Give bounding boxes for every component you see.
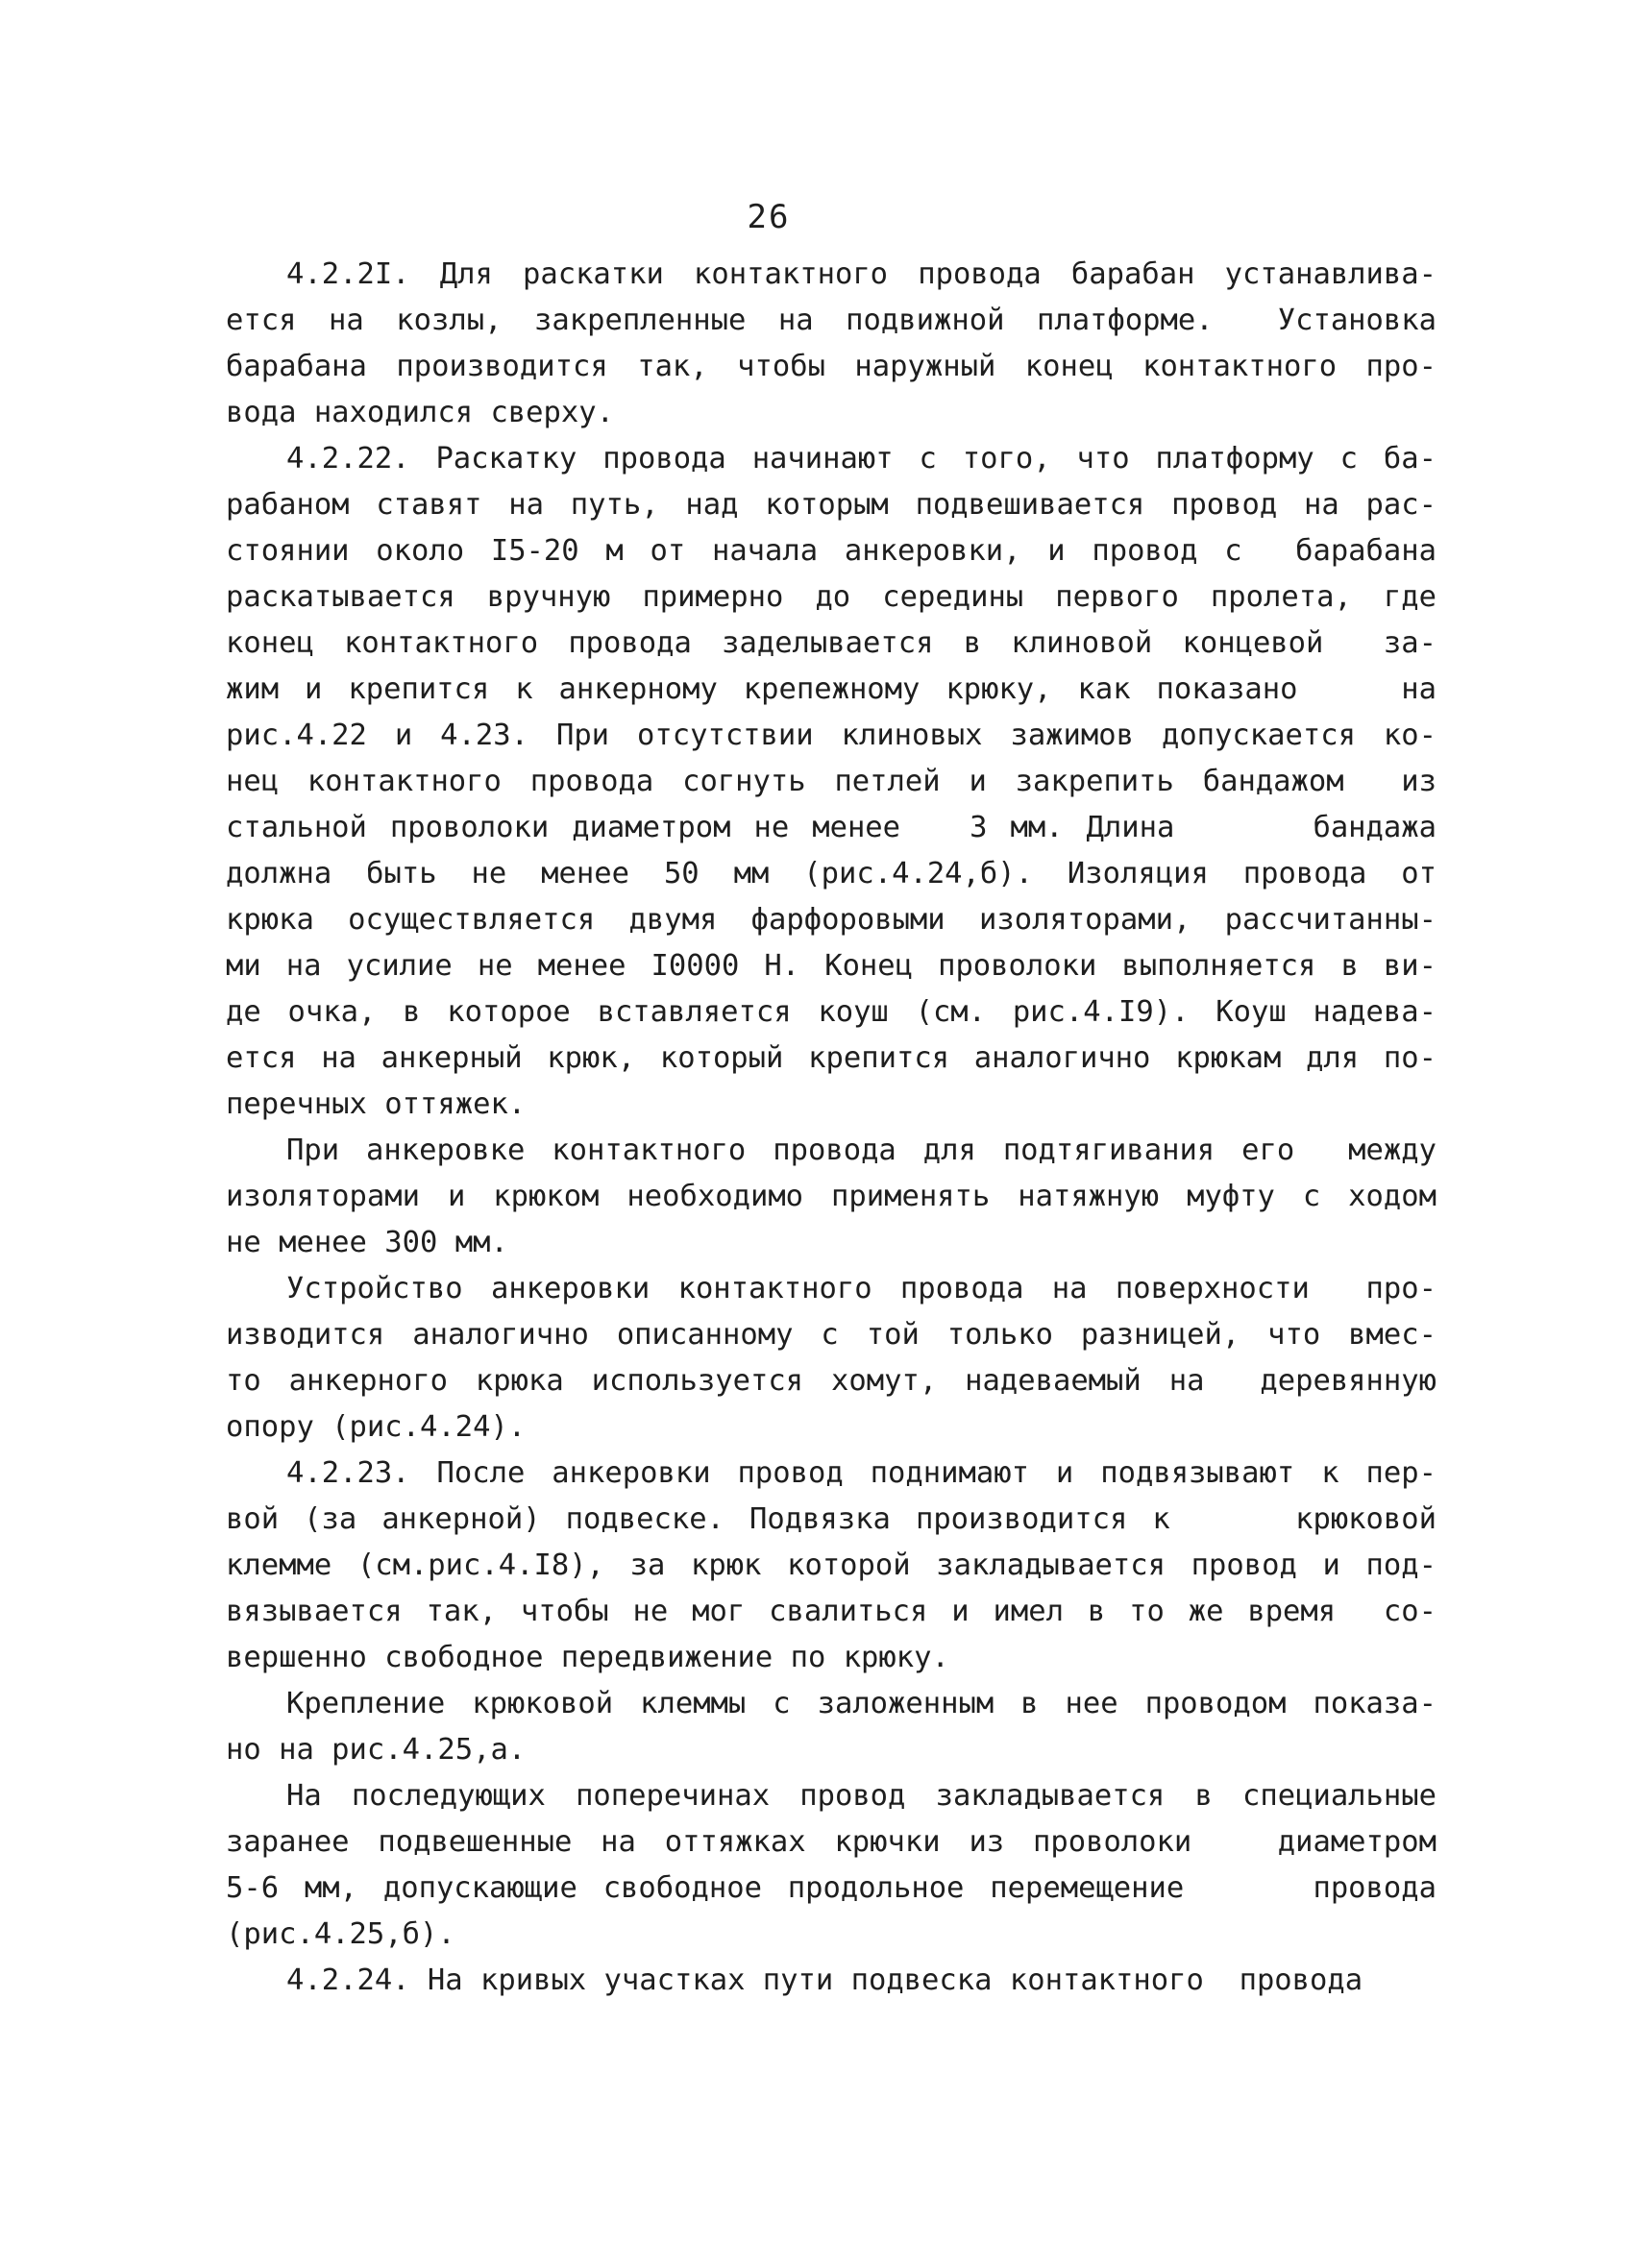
text-line: рабаном ставят на путь, над которым подвешивается провод на рас- [226,488,1436,522]
paragraph [226,1128,1436,1266]
text-line: изводится аналогично описанному с той только разницей, что вмес- [226,1318,1436,1352]
text-line: перечных оттяжек. [226,1087,527,1121]
text-line: изоляторами и крюком необходимо применять натяжную муфту с ходом [226,1180,1436,1213]
text-line: жим и крепится к анкерному крепежному крюку, как показано на [226,672,1436,706]
text-line: вой (за анкерной) подвеске. Подвязка производится к крюковой [226,1502,1436,1536]
body-text [226,252,1436,2004]
text-line: заранее подвешенные на оттяжках крючки из проволоки диаметром [226,1825,1436,1859]
text-line: рис.4.22 и 4.23. При отсутствии клиновых зажимов допускается ко- [226,719,1436,752]
paragraph [226,252,1436,436]
paragraph [226,1958,1436,2004]
text-line: де очка, в которое вставляется коуш (см. рис.4.I9). Коуш надева- [226,995,1436,1029]
text-line: то анкерного крюка используется хомут, надеваемый на деревянную [226,1364,1436,1398]
text-line: Устройство анкеровки контактного провода на поверхности про- [286,1272,1436,1305]
text-line: стоянии около I5-20 м от начала анкеровки, и провод с барабана [226,534,1436,568]
text-line: барабана производится так, чтобы наружный конец контактного про- [226,350,1436,383]
text-line: стальной проволоки диаметром не менее 3 мм. Длина бандажа [226,811,1436,844]
text-line: 4.2.22. Раскатку провода начинают с того, что платформу с ба- [286,442,1436,476]
paragraph [226,436,1436,1128]
paragraph [226,1773,1436,1958]
paragraph [226,1681,1436,1773]
text-line: Крепление крюковой клеммы с заложенным в нее проводом показа- [286,1687,1436,1720]
text-line: нец контактного провода согнуть петлей и закрепить бандажом из [226,765,1436,798]
text-line: 4.2.23. После анкеровки провод поднимают и подвязывают к пер- [286,1456,1436,1490]
text-line: (рис.4.25,б). [226,1917,455,1951]
text-line: конец контактного провода заделывается в клиновой концевой за- [226,626,1436,660]
text-line: опору (рис.4.24). [226,1410,527,1444]
text-line: но на рис.4.25,а. [226,1733,527,1767]
text-line: На последующих поперечинах провод закладывается в специальные [286,1779,1436,1813]
text-line: вершенно свободное передвижение по крюку. [226,1641,949,1674]
text-line: 4.2.2I. Для раскатки контактного провода барабан устанавлива- [286,257,1436,291]
page-number: 26 [747,198,791,236]
text-line: 5-6 мм, допускающие свободное продольное перемещение провода [226,1871,1436,1905]
text-line: вода находился сверху. [226,396,614,429]
text-line: При анкеровке контактного провода для подтягивания его между [286,1134,1436,1167]
paragraph [226,1451,1436,1681]
text-line: должна быть не менее 50 мм (рис.4.24,б). Изоляция провода от [226,857,1436,890]
text-line: ми на усилие не менее I0000 Н. Конец проволоки выполняется в ви- [226,949,1436,983]
text-line: ется на козлы, закрепленные на подвижной платформе. Установка [226,304,1436,337]
text-line: 4.2.24. На кривых участках пути подвеска контактного провода [286,1963,1363,1997]
text-line: не менее 300 мм. [226,1226,508,1259]
text-line: вязывается так, чтобы не мог свалиться и имел в то же время со- [226,1595,1436,1628]
paragraph [226,1266,1436,1451]
text-line: крюка осуществляется двумя фарфоровыми изоляторами, рассчитанны- [226,903,1436,937]
text-line: раскатывается вручную примерно до середины первого пролета, где [226,580,1436,614]
text-line: клемме (см.рис.4.I8), за крюк которой закладывается провод и под- [226,1549,1436,1582]
text-line: ется на анкерный крюк, который крепится аналогично крюкам для по- [226,1041,1436,1075]
